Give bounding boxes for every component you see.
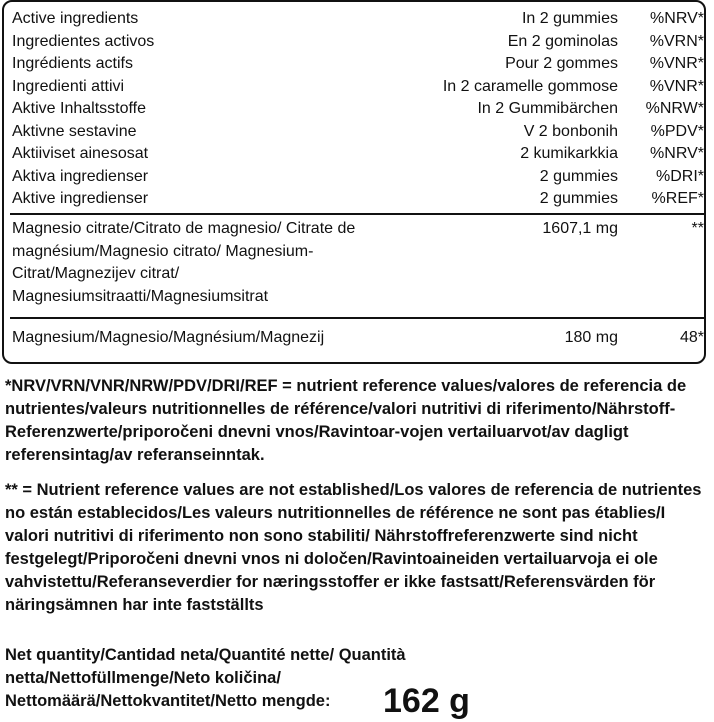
- header-row: [12, 188, 704, 210]
- ingredient-name: Magnesio citrate/Citrato de magnesio/ Citrate de magnésium/Magnesio citrato/ Magnesium-Citrat/Magnezijev citrat/ Magnesiumsitraatti/Magnesiumsitrat: [12, 220, 356, 305]
- header-label: Aktivne sestavine: [12, 122, 137, 140]
- header-serving: Pour 2 gommes: [505, 55, 618, 72]
- header-label: Aktiiviset ainesosat: [12, 145, 149, 162]
- nutrition-table-panel: [2, 0, 706, 364]
- header-label: Active ingredients: [12, 10, 139, 27]
- net-quantity-value: 162 g: [383, 682, 470, 720]
- header-serving: V 2 bonbonih: [523, 122, 618, 140]
- not-established-footnote: ** = Nutrient reference values are not established/Los valores de referencia de nutrientes no están establecidos/Les valeurs nutritionnelles de référence ne sont pas établies/I valori nutritivi di riferimento non sono stabiliti/ Nährstoffreferenzwerte sind nicht festgelegt/Priporočeni dnevni vnos ni določen/Ravintoaineiden vertailuarvoja ei ole vahvistettu/Referanseverdier for næringsstoffer er ikke fastsatt/Referensvärden för näringsämnen har inte fastställts: [5, 481, 702, 614]
- header-row: [12, 143, 704, 165]
- header-serving: In 2 caramelle gommose: [442, 77, 618, 95]
- header-label: Aktiva ingredienser: [12, 167, 149, 185]
- header-ref: %VNR*: [649, 55, 704, 72]
- ingredient-amount: 180 mg: [564, 329, 618, 346]
- header-row: [12, 31, 704, 53]
- header-ref: %VNR*: [649, 77, 704, 95]
- header-ref: %VRN*: [649, 32, 704, 50]
- header-serving: In 2 Gummibärchen: [477, 100, 618, 117]
- header-label: Ingredientes activos: [12, 32, 155, 50]
- net-quantity-label: Net quantity/Cantidad neta/Quantité nette/ Quantità netta/Nettofüllmenge/Neto količina/ Nettomäärä/Nettokvantitet/Netto mengde:: [5, 646, 406, 710]
- header-ref: %DRI*: [655, 167, 704, 185]
- header-serving: 2 gummies: [539, 167, 618, 185]
- ingredient-nrv: 48*: [679, 329, 704, 346]
- header-label: Ingredienti attivi: [12, 77, 125, 95]
- header-row: [12, 121, 704, 143]
- header-serving: 2 kumikarkkia: [520, 145, 618, 162]
- header-ref: %PDV*: [650, 122, 704, 140]
- header-label: Aktive Inhaltsstoffe: [12, 100, 146, 117]
- header-serving: 2 gummies: [539, 190, 618, 207]
- header-ref: %NRV*: [650, 10, 704, 27]
- ingredient-row: [12, 218, 704, 310]
- header-serving: En 2 gominolas: [507, 32, 618, 50]
- header-serving: In 2 gummies: [521, 10, 618, 27]
- ingredient-row: [12, 327, 704, 351]
- header-row: [12, 76, 704, 98]
- table-divider: [10, 317, 704, 319]
- header-row: [12, 53, 704, 75]
- header-row: [12, 8, 704, 30]
- nrv-footnote: *NRV/VRN/VNR/NRW/PDV/DRI/REF = nutrient reference values/valores de referencia de nutrientes/valeurs nutritionnelles de référence/valori nutritivi di riferimento/Nährstoff-Referenzwerte/priporočeni dnevni vnos/Ravintoar-vojen vertailuarvot/av dagligt referensintag/av referanseinntak.: [5, 377, 687, 464]
- table-divider: [10, 213, 704, 215]
- header-ref: %NRW*: [645, 100, 704, 117]
- header-row: [12, 166, 704, 188]
- header-ref: %NRV*: [650, 145, 704, 162]
- ingredient-amount: 1607,1 mg: [542, 220, 618, 237]
- ingredient-nrv: **: [691, 220, 704, 237]
- header-label: Ingrédients actifs: [12, 55, 133, 72]
- header-label: Aktive ingredienser: [12, 190, 149, 207]
- header-ref: %REF*: [651, 190, 704, 207]
- ingredient-name: Magnesium/Magnesio/Magnésium/Magnezij: [12, 329, 325, 346]
- header-row: [12, 98, 704, 120]
